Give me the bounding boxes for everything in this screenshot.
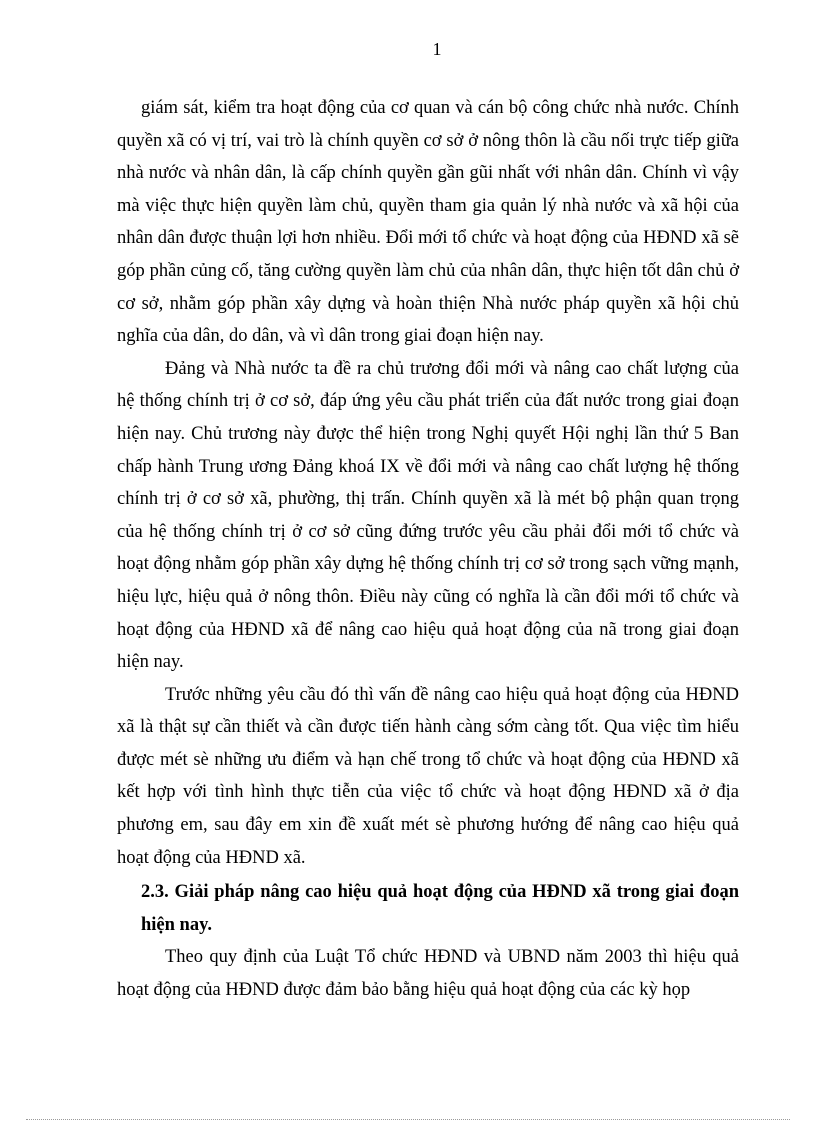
page-bottom-divider: [26, 1119, 790, 1120]
paragraph-1: giám sát, kiểm tra hoạt động của cơ quan và cán bộ công chức nhà nước. Chính quyền xã có vị trí, vai trò là chính quyền cơ sở ở nông thôn là cầu nối trực tiếp giữa nhà nước và nhân dân, là cấp chính quyền gần gũi nhất với nhân dân. Chính vì vậy mà việc thực hiện quyền làm chủ, quyền tham gia quản lý nhà nước và xã hội của nhân dân được thuận lợi hơn nhiều. Đổi mới tổ chức và hoạt động của HĐND xã sẽ góp phần củng cố, tăng cường quyền làm chủ của nhân dân, thực hiện tốt dân chủ ở cơ sở, nhằm góp phần xây dựng và hoàn thiện Nhà nước pháp quyền xã hội chủ nghĩa của dân, do dân, và vì dân trong giai đoạn hiện nay.: [117, 98, 739, 347]
section-heading: 2.3. Giải pháp nâng cao hiệu quả hoạt động của HĐND xã trong giai đoạn hiện nay.: [141, 882, 739, 935]
paragraph-3: Trước những yêu cầu đó thì vấn đề nâng cao hiệu quả hoạt động của HĐND xã là thật sự cần thiết và cần được tiến hành càng sớm càng tốt. Qua việc tìm hiểu được mét sè những ưu điểm và hạn chế trong tổ chức và hoạt động của HĐND xã kết hợp với tình hình thực tiễn của việc tổ chức và hoạt động HĐND xã ở địa phương em, sau đây em xin đề xuất mét sè phương hướng để nâng cao hiệu quả hoạt động của HĐND xã.: [117, 684, 739, 868]
page-number: 1: [432, 39, 442, 59]
paragraph-4: Theo quy định của Luật Tổ chức HĐND và UBND năm 2003 thì hiệu quả hoạt động của HĐND được đảm bảo bằng hiệu quả hoạt động của các kỳ họp: [117, 947, 739, 1001]
paragraph-2: Đảng và Nhà nước ta đề ra chủ trương đổi mới và nâng cao chất lượng của hệ thống chính trị ở cơ sở, đáp ứng yêu cầu phát triển của đất nước trong giai đoạn hiện nay. Chủ trương này được thể hiện trong Nghị quyết Hội nghị lần thứ 5 Ban chấp hành Trung ương Đảng khoá IX về đổi mới và nâng cao chất lượng hệ thống chính trị ở cơ sở xã, phường, thị trấn. Chính quyền xã là mét bộ phận quan trọng của hệ thống chính trị ở cơ sở cũng đứng trước yêu cầu phải đổi mới tổ chức và hoạt động nhằm góp phần xây dựng hệ thống chính trị cơ sở trong sạch vững mạnh, hiệu lực, hiệu quả ở nông thôn. Điều này cũng có nghĩa là cần đổi mới tổ chức và hoạt động của HĐND xã để nâng cao hiệu quả hoạt động của nã trong giai đoạn hiện nay.: [117, 358, 739, 673]
document-body: [117, 92, 739, 1007]
